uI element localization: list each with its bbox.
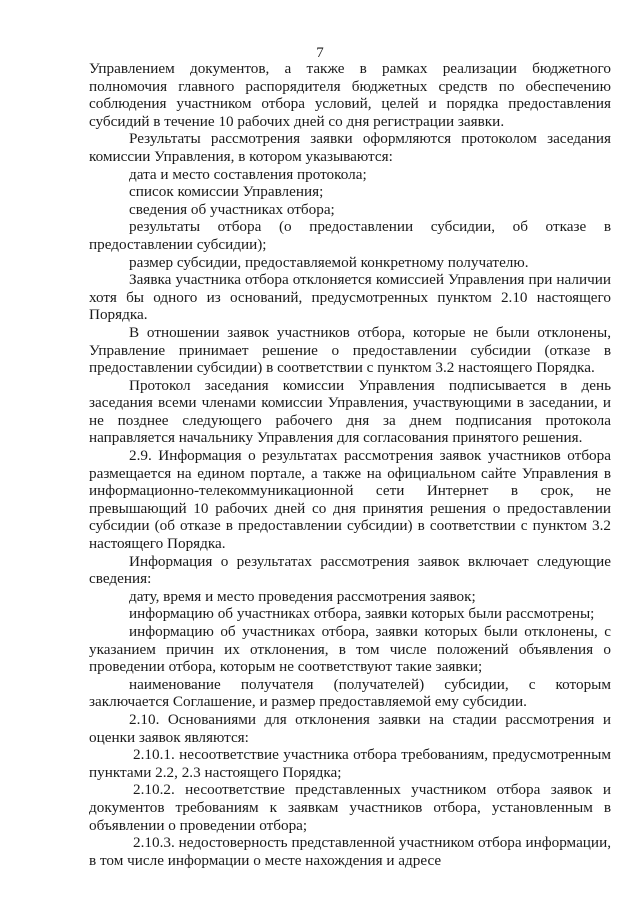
paragraph: Управлением документов, а также в рамках реализации бюджетного полномочия главного распорядителя бюджетных средств по обеспечению соблюдения участником отбора условий, целей и порядка предоставления субсидий в течение 10 рабочих дней со дня регистрации заявки. bbox=[89, 60, 611, 130]
paragraph: Результаты рассмотрения заявки оформляются протоколом заседания комиссии Управления, в котором указываются: bbox=[89, 130, 611, 165]
paragraph: 2.10.1. несоответствие участника отбора требованиям, предусмотренным пунктами 2.2, 2.3 настоящего Порядка; bbox=[89, 746, 611, 781]
paragraph: 2.10.3. недостоверность представленной участником отбора информации, в том числе информации о месте нахождения и адресе bbox=[89, 834, 611, 869]
paragraph: 2.10. Основаниями для отклонения заявки на стадии рассмотрения и оценки заявок являются: bbox=[89, 710, 611, 746]
paragraph: 2.10.2. несоответствие представленных участником отбора заявок и документов требованиям к заявкам участников отбора, установленным в объявлении о проведении отбора; bbox=[89, 781, 611, 834]
paragraph: результаты отбора (о предоставлении субсидии, об отказе в предоставлении субсидии); bbox=[89, 218, 611, 253]
paragraph: размер субсидии, предоставляемой конкретному получателю. bbox=[129, 253, 529, 271]
paragraph: информацию об участниках отбора, заявки которых были отклонены, с указанием причин их отклонения, в том числе положений объявления о проведении отбора, которым не соответствуют такие заявки; bbox=[89, 623, 611, 676]
paragraph: дату, время и место проведения рассмотрения заявок; bbox=[129, 587, 476, 605]
paragraph: В отношении заявок участников отбора, которые не были отклонены, Управление принимает решение о предоставлении субсидии (отказе в предоставлении субсидии) в соответствии с пунктом 3.2 настоящего Порядка. bbox=[89, 323, 611, 377]
paragraph: информацию об участниках отбора, заявки которых были рассмотрены; bbox=[129, 605, 595, 623]
paragraph: Заявка участника отбора отклоняется комиссией Управления при наличии хотя бы одного из оснований, предусмотренных пунктом 2.10 настоящего Порядка. bbox=[89, 271, 611, 324]
paragraph: Протокол заседания комиссии Управления подписывается в день заседания всеми членами комиссии Управления, участвующими в заседании, и не позднее следующего рабочего дня за днем подписания протокола направляется начальнику Управления для согласования принятого решения. bbox=[89, 376, 611, 447]
paragraph: дата и место составления протокола; bbox=[129, 165, 367, 183]
paragraph: список комиссии Управления; bbox=[129, 183, 324, 201]
document-body bbox=[89, 60, 611, 869]
paragraph: наименование получателя (получателей) субсидии, с которым заключается Соглашение, и размер предоставляемой ему субсидии. bbox=[89, 675, 611, 711]
paragraph: Информация о результатах рассмотрения заявок включает следующие сведения: bbox=[89, 552, 611, 588]
page-number: 7 bbox=[316, 45, 324, 61]
paragraph: сведения об участниках отбора; bbox=[129, 200, 335, 218]
paragraph: 2.9. Информация о результатах рассмотрения заявок участников отбора размещается на едином портале, а также на официальном сайте Управления в информационно-телекоммуникационной сети Интернет в срок, не превышающий 10 рабочих дней со дня принятия решения о предоставлении субсидии (об отказе в предоставлении субсидии) в соответствии с пунктом 3.2 настоящего Порядка. bbox=[89, 447, 611, 553]
